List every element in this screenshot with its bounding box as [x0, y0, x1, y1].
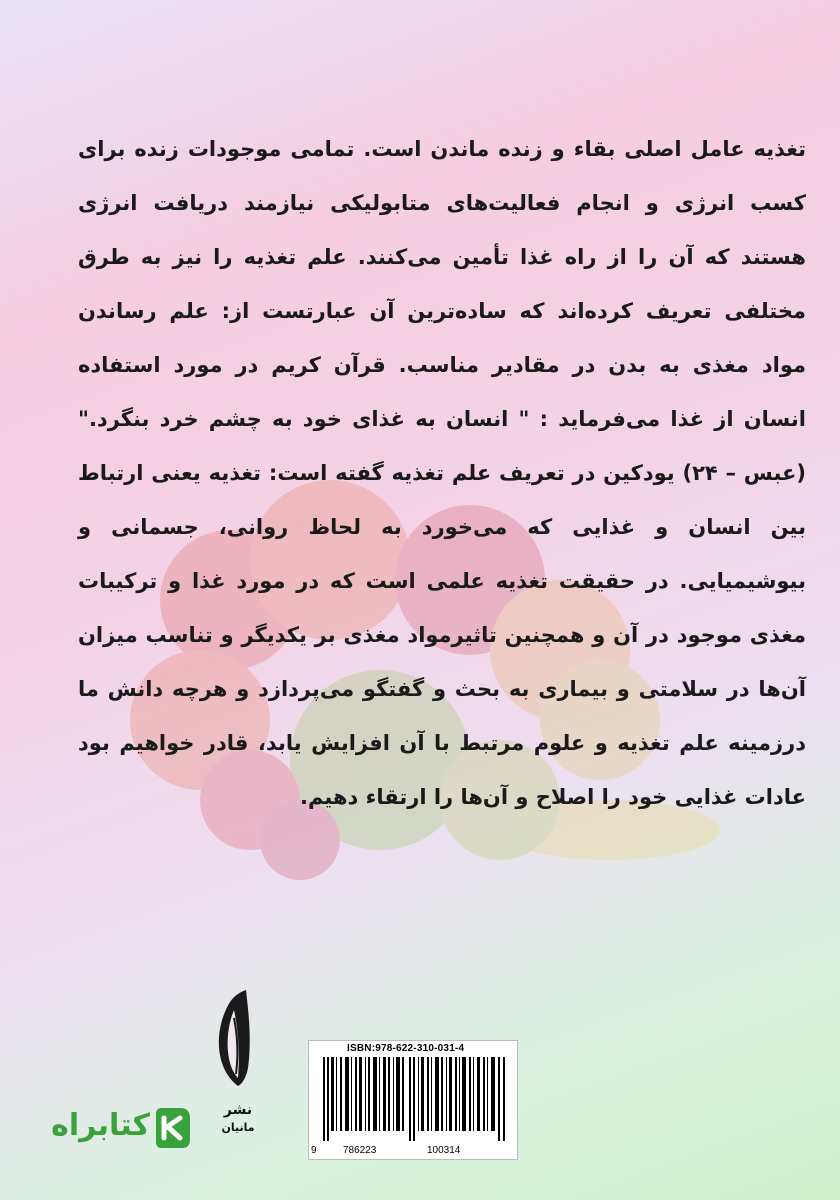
publisher-name-line1: نشر	[223, 1102, 253, 1118]
barcode-lead-digit: 9	[311, 1145, 317, 1156]
barcode-right-digits: 100314	[427, 1145, 461, 1156]
isbn-number: ISBN:978-622-310-031-4	[347, 1043, 465, 1054]
ketabrah-k-icon	[150, 1104, 194, 1152]
back-cover-description: تغذیه عامل اصلی بقاء و زنده ماندن است. تمامی موجودات زنده برای کسب انرژی و انجام فعالیت‌های متابولیکی نیازمند دریافت انرژی هستند که آن را از راه غذا تأمین می‌کنند. علم تغذیه را نیز به طرق مختلفی تعریف کرده‌اند که ساده‌ترین آن عبارتست از: علم رساندن مواد مغذی به بدن در مقادیر مناسب. قرآن کریم در مورد استفاده انسان از غذا می‌فرماید : " انسان به غذای خود به چشم خرد بنگرد." (عبس – ۲۴) یودکین در تعریف علم تغذیه گفته است: تغذیه یعنی ارتباط بین انسان و غذایی که می‌خورد به لحاظ روانی، جسمانی و بیوشیمیایی. در حقیقت تغذیه علمی است که در مورد غذا و ترکیبات مغذی موجود در آن و همچنین تاثیرمواد مغذی بر یکدیگر و تناسب میزان آن‌ها در سلامتی و بیماری به بحث و گفتگو می‌پردازد و هرچه دانش ما درزمینه علم تغذیه و علوم مرتبط با آن افزایش یابد، قادر خواهیم بود عادات غذایی خود را اصلاح و آن‌ها را ارتقاء دهیم.	[78, 137, 806, 809]
publisher-name-line2: مانیان	[221, 1121, 255, 1134]
isbn-barcode	[308, 1040, 518, 1160]
quill-pen-icon	[219, 990, 250, 1086]
barcode-left-digits: 786223	[343, 1145, 377, 1156]
publisher-name	[214, 1102, 262, 1136]
barcode-bars	[321, 1057, 509, 1141]
store-name: کتابراه	[51, 1108, 150, 1143]
